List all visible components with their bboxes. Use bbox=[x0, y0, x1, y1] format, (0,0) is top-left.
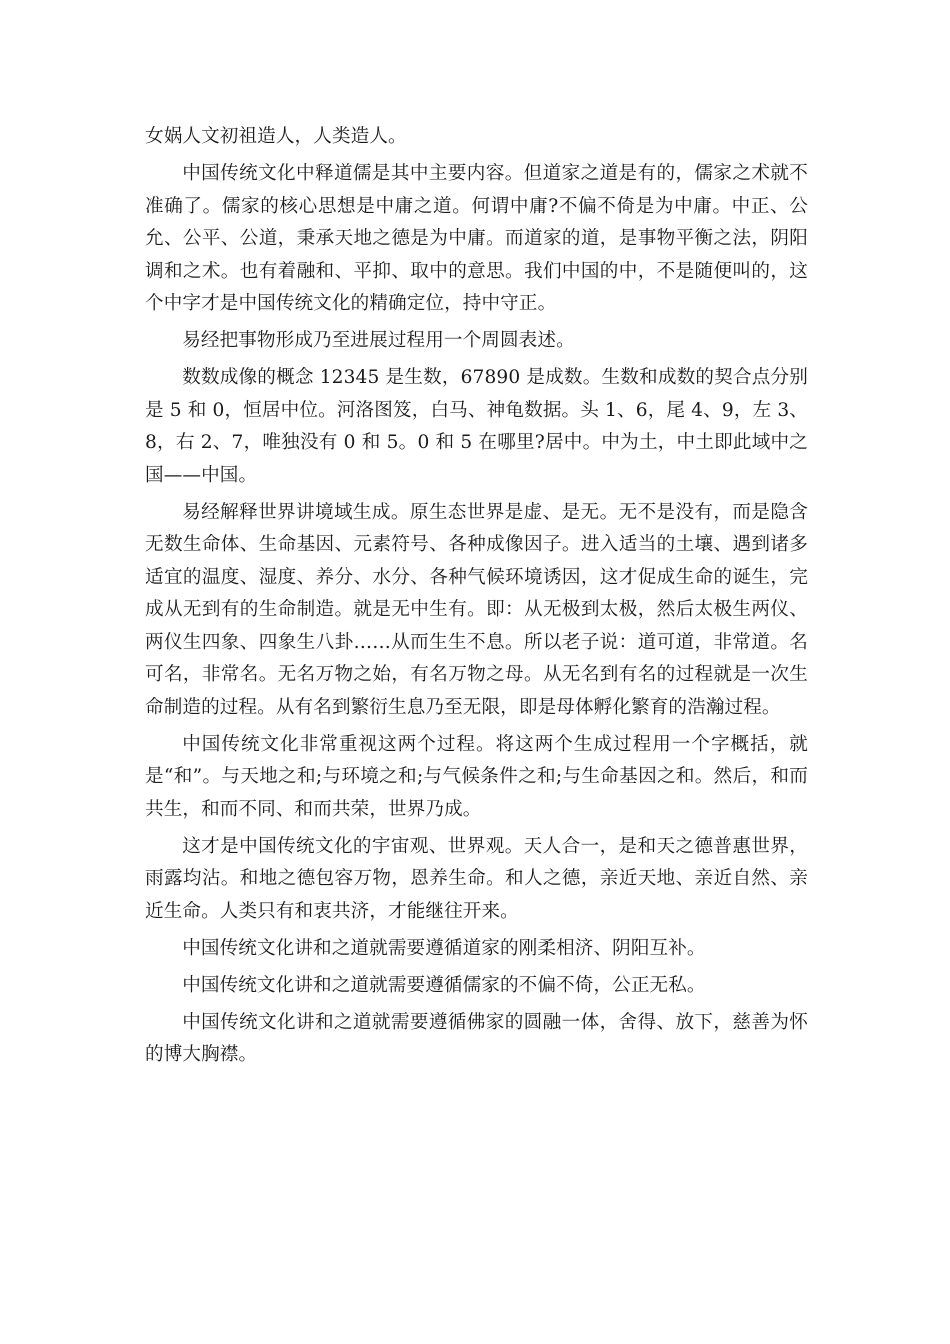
paragraph-9: 中国传统文化讲和之道就需要遵循儒家的不偏不倚，公正无私。 bbox=[182, 974, 706, 996]
paragraph-1: 女娲人文初祖造人，人类造人。 bbox=[145, 126, 407, 147]
paragraph-10: 中国传统文化讲和之道就需要遵循佛家的圆融一体，舍得、放下，慈善为怀的博大胸襟。 bbox=[145, 1011, 808, 1065]
paragraph-4: 数数成像的概念 12345 是生数，67890 是成数。生数和成数的契合点分别是 5 和 0，恒居中位。河洛图笈，白马、神龟数据。头 1、6，尾 4、9，左 3、8，右 2、7，唯独没有 0 和 5。0 和 5 在哪里?居中。中为土，中土即此域中之国——中国。 bbox=[145, 367, 808, 486]
paragraph-8: 中国传统文化讲和之道就需要遵循道家的刚柔相济、阴阳互补。 bbox=[182, 937, 706, 959]
paragraph-7: 这才是中国传统文化的宇宙观、世界观。天人合一，是和天之德普惠世界，雨露均沾。和地之德包容万物，恩养生命。和人之德，亲近天地、亲近自然、亲近生命。人类只有和衷共济，才能继往开来。 bbox=[145, 835, 808, 922]
paragraph-5: 易经解释世界讲境域生成。原生态世界是虚、是无。无不是没有，而是隐含无数生命体、生命基因、元素符号、各种成像因子。进入适当的土壤、遇到诸多适宜的温度、湿度、养分、水分、各种气候环境诱因，这才促成生命的诞生，完成从无到有的生命制造。就是无中生有。即：从无极到太极，然后太极生两仪、两仪生四象、四象生八卦……从而生生不息。所以老子说：道可道，非常道。名可名，非常名。无名万物之始，有名万物之母。从无名到有名的过程就是一次生命制造的过程。从有名到繁衍生息乃至无限，即是母体孵化繁育的浩瀚过程。 bbox=[145, 501, 808, 718]
paragraph-6: 中国传统文化非常重视这两个过程。将这两个生成过程用一个字概括，就是“和”。与天地之和;与环境之和;与气候条件之和;与生命基因之和。然后，和而共生，和而不同、和而共荣，世界乃成。 bbox=[145, 733, 808, 820]
document-page bbox=[145, 121, 808, 1076]
paragraph-2: 中国传统文化中释道儒是其中主要内容。但道家之道是有的，儒家之术就不准确了。儒家的核心思想是中庸之道。何谓中庸?不偏不倚是为中庸。中正、公允、公平、公道，秉承天地之德是为中庸。而道家的道，是事物平衡之法，阴阳调和之术。也有着融和、平抑、取中的意思。我们中国的中，不是随便叫的，这个中字才是中国传统文化的精确定位，持中守正。 bbox=[145, 163, 808, 314]
paragraph-3: 易经把事物形成乃至进展过程用一个周圆表述。 bbox=[182, 330, 575, 351]
